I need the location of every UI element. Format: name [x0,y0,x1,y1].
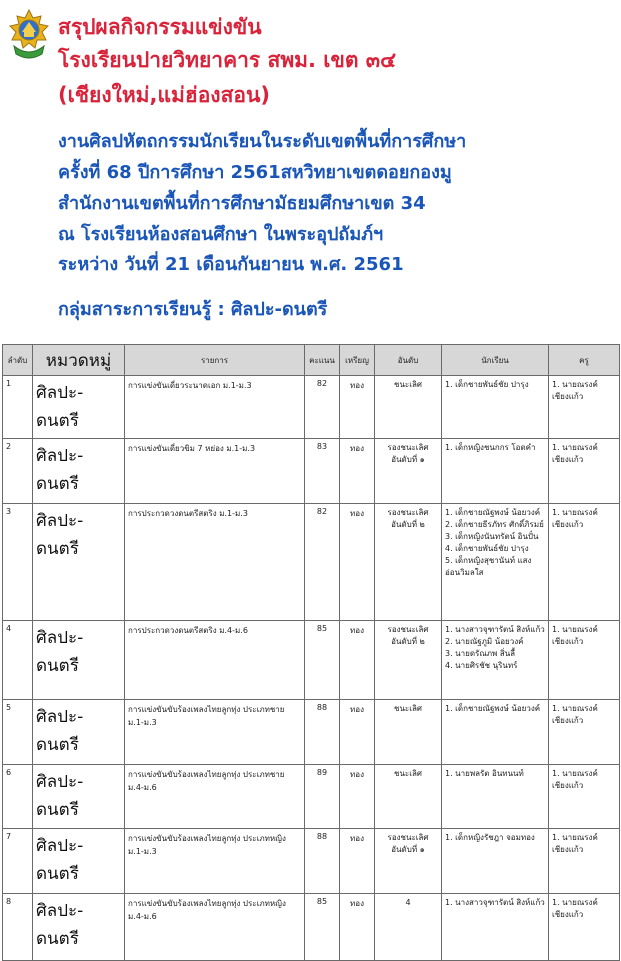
row-rank-line: ชนะเลิศ [394,704,422,713]
event-line-4: ณ โรงเรียนห้องสอนศึกษา ในพระอุปถัมภ์ฯ [58,224,384,245]
row-teacher-line: เชียงแก้ว [552,392,584,401]
header-medal: เหรียญ [340,345,375,376]
row-category-line: ศิลปะ- [36,628,84,648]
results-table [2,344,620,961]
row-score: 82 [305,504,340,621]
row-students [442,439,549,504]
row-teacher [549,439,620,504]
row-number: 8 [3,894,33,961]
row-rank-line: รองชนะเลิศ [387,833,429,842]
row-students-line: 1. นายพลรัต อินทนนท์ [445,769,524,778]
row-category-line: ดนตรี [36,735,79,755]
row-medal: ทอง [340,829,375,894]
row-rank [375,376,442,439]
header-rank: อันดับ [375,345,442,376]
row-category-line: ดนตรี [36,864,79,884]
event-line-5: ระหว่าง วันที่ 21 เดือนกันยายน พ.ศ. 2561 [58,254,404,275]
row-medal: ทอง [340,376,375,439]
row-category [33,765,125,829]
row-teacher [549,829,620,894]
row-category [33,894,125,961]
row-medal: ทอง [340,439,375,504]
subject-group-line: กลุ่มสาระการเรียนรู้ : ศิลปะ-ดนตรี [58,299,328,320]
row-students [442,765,549,829]
row-item: การแข่งขันเดี่ยวระนาดเอก ม.1-ม.3 [125,376,305,439]
row-students [442,700,549,765]
row-teacher-line: 1. นายณรงค์ [552,833,598,842]
row-students-line: 3. เด็กหญิงนันทรัตน์ อินปั๋น [445,532,539,541]
row-item: การประกวดวงดนตรีสตริง ม.4-ม.6 [125,621,305,700]
row-rank [375,765,442,829]
row-students-line: 1. นางสาวจุฑารัตน์ สิงห์แก้ว [445,898,545,907]
row-medal: ทอง [340,765,375,829]
row-score: 85 [305,894,340,961]
row-item: การแข่งขันเดี่ยวขิม 7 หย่อง ม.1-ม.3 [125,439,305,504]
row-students [442,504,549,621]
row-teacher [549,700,620,765]
row-category-line: ดนตรี [36,929,79,949]
row-students-line: 2. เด็กชายธีรภัทร ศักดิ์ภิรมย์ [445,520,544,529]
row-rank-line: รองชนะเลิศ [387,443,429,452]
row-number: 1 [3,376,33,439]
table-row [3,829,620,894]
row-number: 5 [3,700,33,765]
table-row [3,894,620,961]
row-teacher-line: 1. นายณรงค์ [552,508,598,517]
event-line-2: ครั้งที่ 68 ปีการศึกษา 2561สหวิทยาเขตดอยกองมู [58,162,452,183]
row-teacher [549,376,620,439]
row-rank [375,504,442,621]
row-number: 4 [3,621,33,700]
header-teacher: ครู [549,345,620,376]
row-teacher-line: 1. นายณรงค์ [552,769,598,778]
table-row [3,504,620,621]
table-row [3,765,620,829]
row-category-line: ดนตรี [36,474,79,494]
row-category [33,621,125,700]
row-category-line: ศิลปะ- [36,383,84,403]
row-category-line: ดนตรี [36,656,79,676]
row-rank-line: อันดับที่ ๑ [391,845,425,854]
row-students-line: 1. เด็กหญิงชนกกร โอดคำ [445,443,536,452]
row-teacher-line: เชียงแก้ว [552,910,584,919]
row-rank-line: อันดับที่ ๒ [391,520,425,529]
row-category-line: ศิลปะ- [36,446,84,466]
row-score: 88 [305,700,340,765]
row-students-line: 3. นายดรัณภพ สิ่นลื้ [445,649,516,658]
row-teacher-line: เชียงแก้ว [552,455,584,464]
row-teacher [549,621,620,700]
row-students-line: 1. เด็กหญิงรัชฎา จอมทอง [445,833,535,842]
row-category-line: ดนตรี [36,539,79,559]
row-category-line: ศิลปะ- [36,772,84,792]
row-teacher-line: 1. นายณรงค์ [552,704,598,713]
row-score: 83 [305,439,340,504]
table-row [3,700,620,765]
row-category [33,504,125,621]
row-medal: ทอง [340,504,375,621]
row-category [33,439,125,504]
row-category-line: ศิลปะ- [36,707,84,727]
row-teacher-line: เชียงแก้ว [552,781,584,790]
row-score: 88 [305,829,340,894]
row-medal: ทอง [340,621,375,700]
row-item: การประกวดวงดนตรีสตริง ม.1-ม.3 [125,504,305,621]
row-item: การแข่งขันขับร้องเพลงไทยลูกทุ่ง ประเภทชาย ม.4-ม.6 [125,765,305,829]
row-category [33,376,125,439]
row-category-line: ดนตรี [36,411,79,431]
row-category-line: ศิลปะ- [36,836,84,856]
row-students-line: 1. นางสาวจุฑารัตน์ สิงห์แก้ว [445,625,545,634]
report-title-line-1: สรุปผลกิจกรรมแข่งขัน [58,15,262,39]
row-category [33,700,125,765]
row-students [442,894,549,961]
row-rank-line: รองชนะเลิศ [387,625,429,634]
event-line-3: สำนักงานเขตพื้นที่การศึกษามัธยมศึกษาเขต 34 [58,193,426,214]
header-students: นักเรียน [442,345,549,376]
row-category [33,829,125,894]
row-score: 82 [305,376,340,439]
row-medal: ทอง [340,700,375,765]
row-students-line: 2. นายณัฐภูมิ น้อยวงค์ [445,637,524,646]
row-teacher-line: 1. นายณรงค์ [552,380,598,389]
row-item: การแข่งขันขับร้องเพลงไทยลูกทุ่ง ประเภทชาย ม.1-ม.3 [125,700,305,765]
row-teacher-line: 1. นายณรงค์ [552,898,598,907]
row-rank [375,700,442,765]
row-teacher-line: เชียงแก้ว [552,637,584,646]
row-medal: ทอง [340,894,375,961]
row-teacher-line: เชียงแก้ว [552,716,584,725]
row-rank-line: ชนะเลิศ [394,769,422,778]
row-rank-line: อันดับที่ ๒ [391,637,425,646]
row-rank [375,829,442,894]
header-category: หมวดหมู่ [33,345,125,376]
row-rank [375,894,442,961]
row-teacher [549,894,620,961]
row-rank-line: ชนะเลิศ [394,380,422,389]
row-students [442,829,549,894]
event-line-1: งานศิลปหัตถกรรมนักเรียนในระดับเขตพื้นที่การศึกษา [58,131,467,152]
row-students [442,621,549,700]
table-row [3,376,620,439]
row-teacher-line: 1. นายณรงค์ [552,625,598,634]
row-category-line: ดนตรี [36,800,79,820]
row-number: 3 [3,504,33,621]
row-rank [375,439,442,504]
table-row [3,621,620,700]
row-students [442,376,549,439]
report-title-line-3: (เชียงใหม่,แม่ฮ่องสอน) [58,83,270,107]
table-body [3,376,620,961]
table-header-row [3,345,620,376]
row-students-line: 1. เด็กชายณัฐพงษ์ น้อยวงค์ [445,704,541,713]
row-rank-line: อันดับที่ ๑ [391,455,425,464]
row-number: 7 [3,829,33,894]
row-teacher [549,504,620,621]
row-students-line: 5. เด็กหญิงสุชานันท์ แสงอ่อนวิมลใส [445,556,532,577]
row-score: 85 [305,621,340,700]
row-item: การแข่งขันขับร้องเพลงไทยลูกทุ่ง ประเภทหญิง ม.1-ม.3 [125,829,305,894]
row-item: การแข่งขันขับร้องเพลงไทยลูกทุ่ง ประเภทหญิง ม.4-ม.6 [125,894,305,961]
report-title-line-2: โรงเรียนปายวิทยาคาร สพม. เขต ๓๔ [58,48,397,72]
row-students-line: 4. เด็กชายพันธ์ชัย ปารุง [445,544,529,553]
row-teacher-line: 1. นายณรงค์ [552,443,598,452]
row-rank-line: 4 [405,898,411,907]
row-teacher [549,765,620,829]
header-item: รายการ [125,345,305,376]
row-number: 2 [3,439,33,504]
row-category-line: ศิลปะ- [36,901,84,921]
header-score: คะแนน [305,345,340,376]
row-students-line: 1. เด็กชายพันธ์ชัย ปารุง [445,380,529,389]
row-students-line: 1. เด็กชายณัฐพงษ์ น้อยวงค์ [445,508,541,517]
row-number: 6 [3,765,33,829]
row-rank-line: รองชนะเลิศ [387,508,429,517]
table-row [3,439,620,504]
row-category-line: ศิลปะ- [36,511,84,531]
row-teacher-line: เชียงแก้ว [552,520,584,529]
row-rank [375,621,442,700]
row-score: 89 [305,765,340,829]
row-teacher-line: เชียงแก้ว [552,845,584,854]
row-students-line: 4. นายศิรชัช นุรินทร์ [445,661,518,670]
header-no: ลำดับ [3,345,33,376]
document-header [0,0,621,330]
school-emblem-icon [6,8,52,60]
